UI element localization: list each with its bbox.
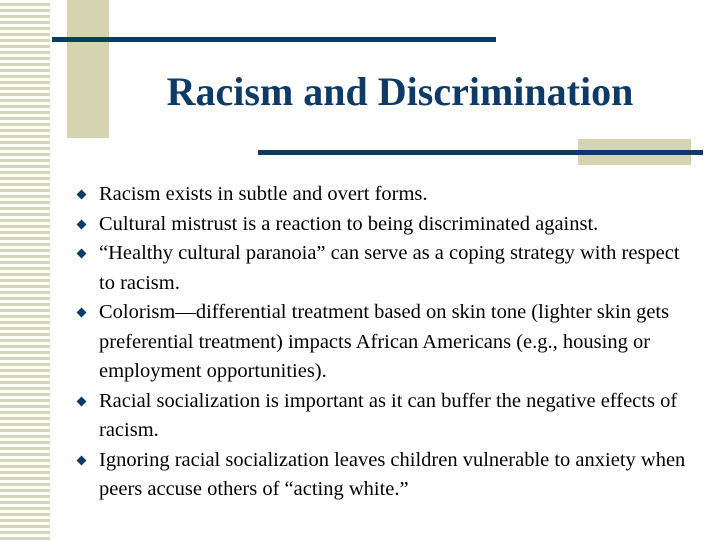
slide-title: Racism and Discrimination — [166, 69, 634, 114]
bullet-text: Racism exists in subtle and overt forms. — [99, 183, 428, 205]
decorative-stripe-strip — [0, 0, 50, 540]
list-item — [78, 298, 688, 387]
list-item — [78, 387, 688, 446]
diamond-bullet-icon — [77, 396, 87, 406]
diamond-bullet-icon — [77, 190, 87, 200]
diamond-bullet-icon — [77, 308, 87, 318]
diamond-bullet-icon — [77, 455, 87, 465]
bullet-text: “Healthy cultural paranoia” can serve as a coping strategy with respect to racism. — [99, 242, 680, 294]
bullet-text: Racial socialization is important as it can buffer the negative effects of racism. — [99, 389, 678, 441]
title-rule-top — [52, 37, 496, 42]
bullet-text: Cultural mistrust is a reaction to being discriminated against. — [99, 212, 599, 235]
title-rule-bottom — [258, 150, 703, 155]
bullet-text: Ignoring racial socialization leaves children vulnerable to anxiety when peers accuse others of “acting white.” — [99, 448, 686, 500]
list-item — [78, 239, 688, 298]
diamond-bullet-icon — [77, 219, 87, 229]
diamond-bullet-icon — [77, 249, 87, 259]
bullet-text: Colorism—differential treatment based on skin tone (lighter skin gets preferential treatment) impacts African Americans (e.g., housing or employment opportunities). — [99, 301, 670, 382]
list-item — [78, 210, 688, 240]
list-item — [78, 180, 688, 210]
list-item — [78, 446, 688, 505]
bullet-list — [78, 180, 688, 505]
